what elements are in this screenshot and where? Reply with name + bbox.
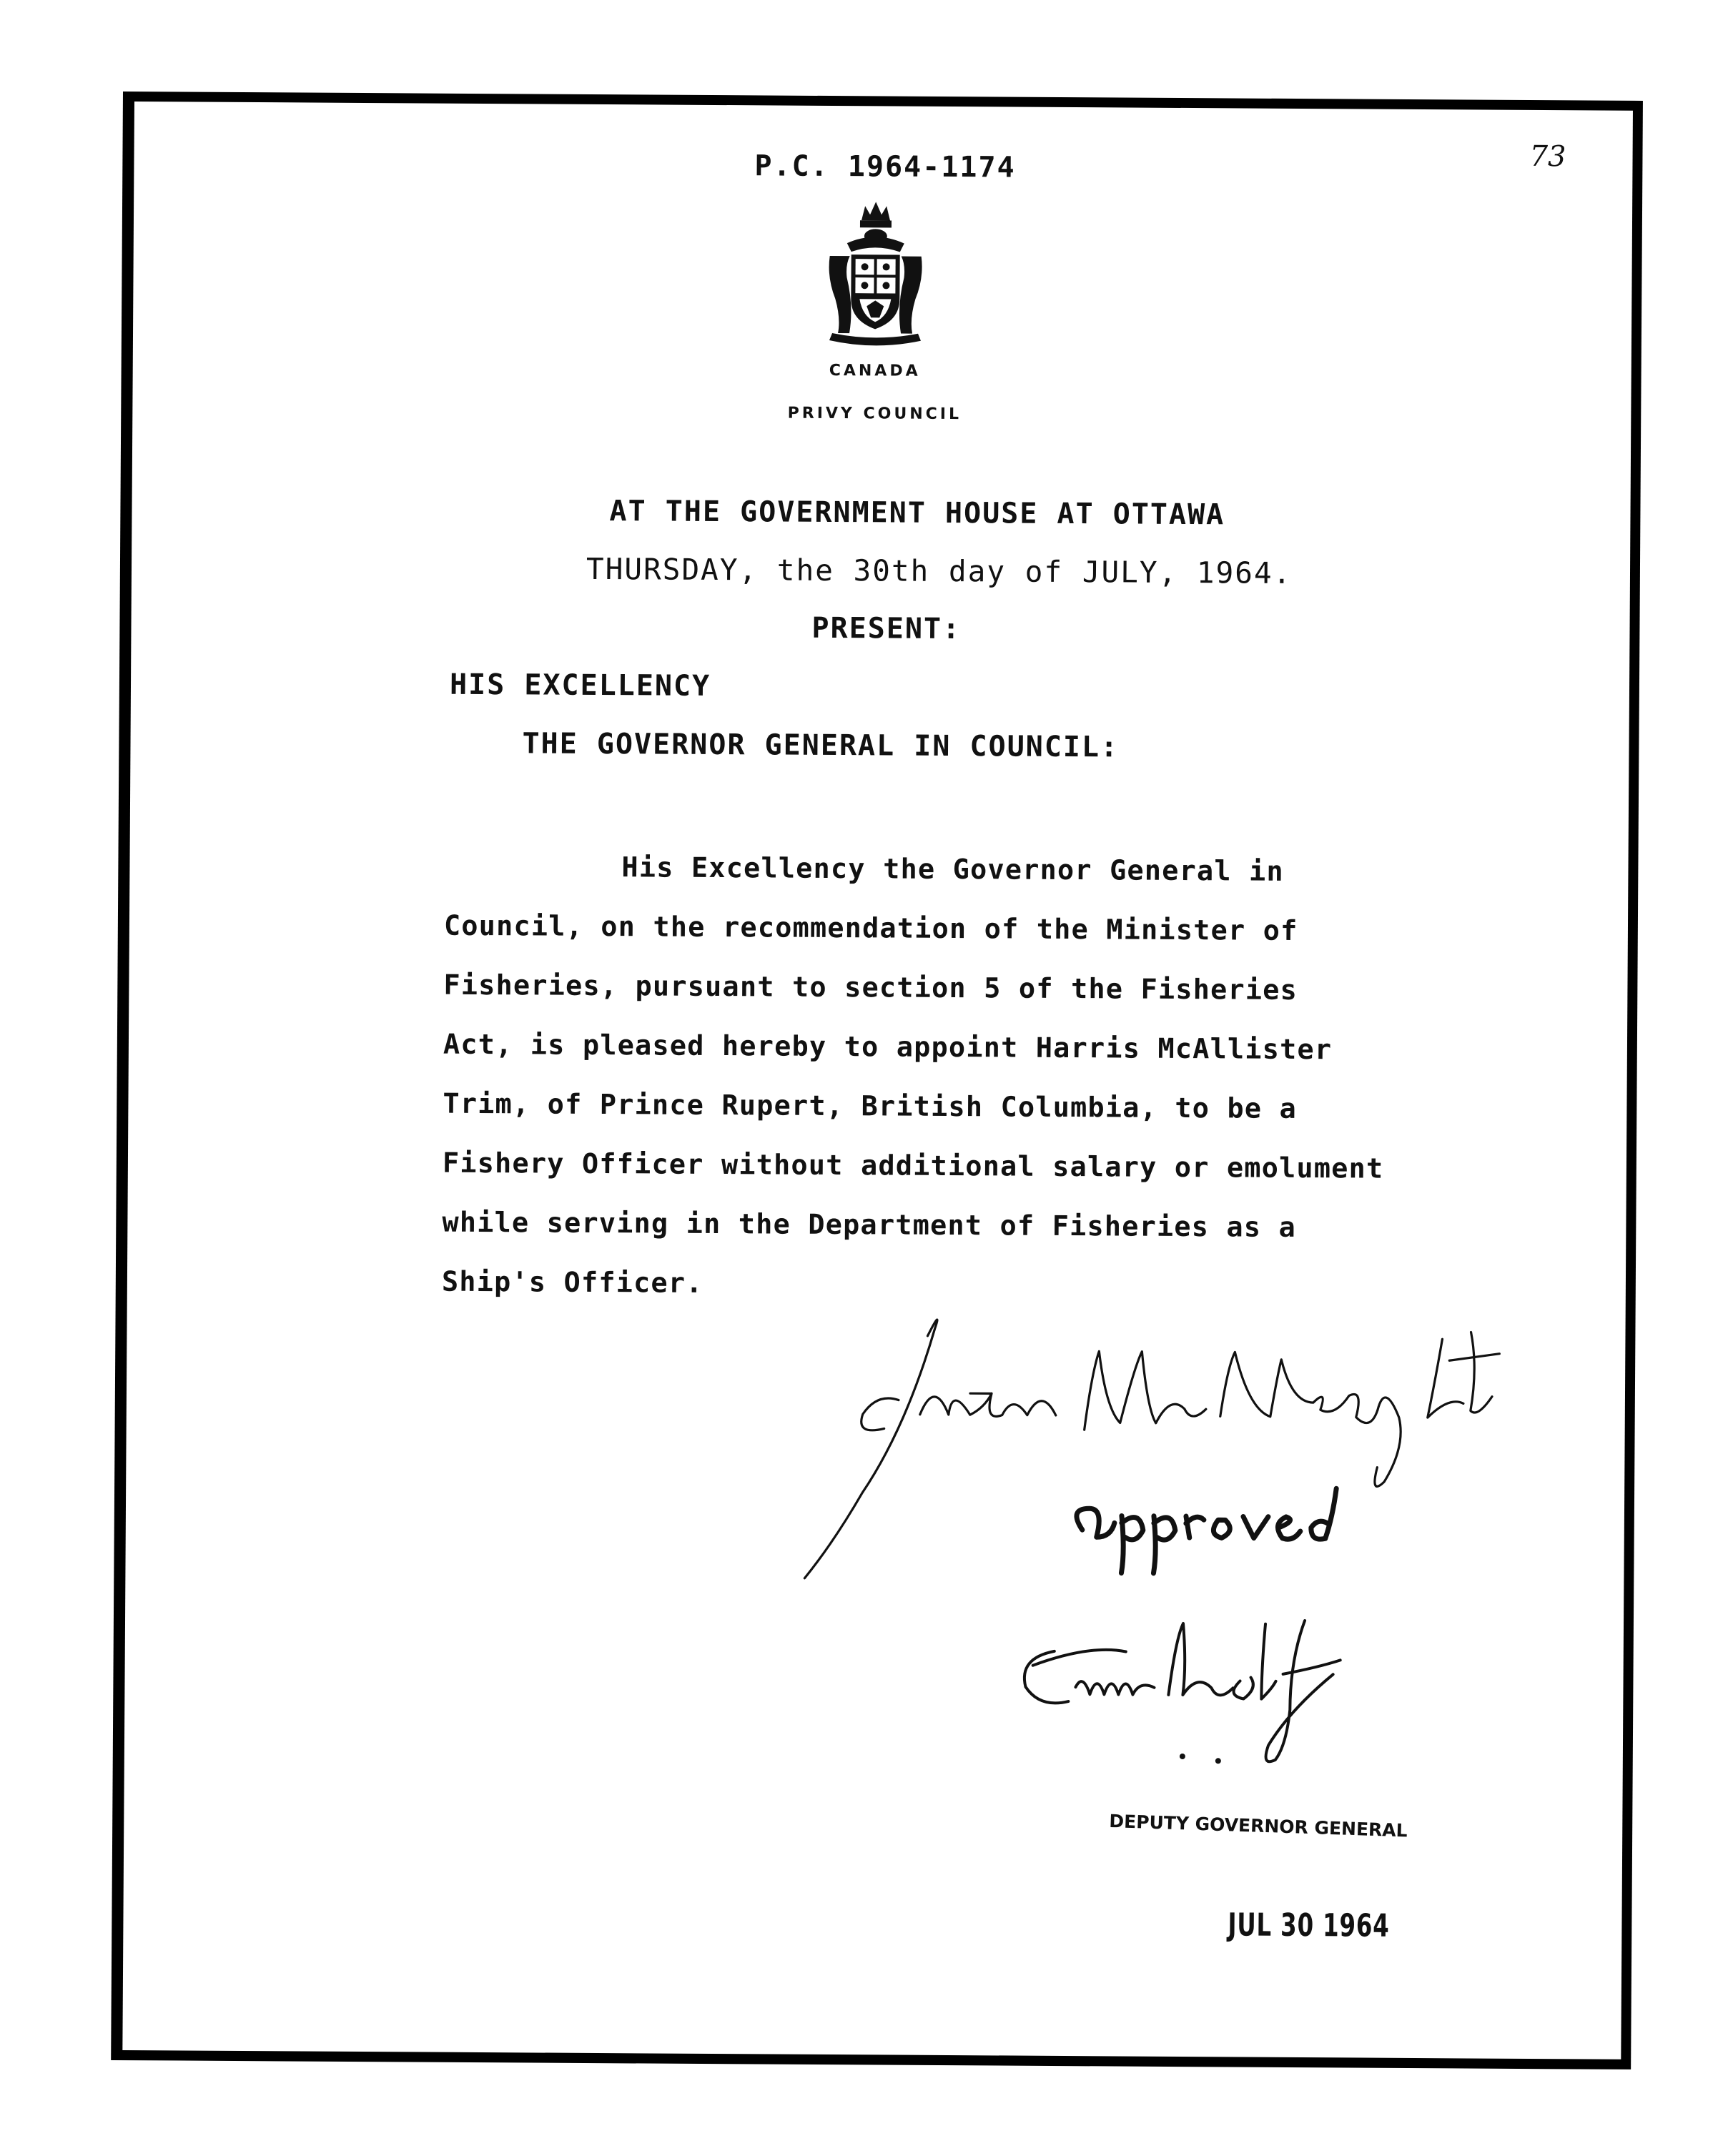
date-line: THURSDAY, the 30th day of JULY, 1964. — [586, 551, 1293, 590]
approved-text: Approved — [1054, 1479, 1058, 1480]
approval-date-stamp: JUL 30 1964 — [1228, 1907, 1390, 1944]
page-number: 73 — [1529, 139, 1566, 174]
location-line: AT THE GOVERNMENT HOUSE AT OTTAWA — [609, 495, 1225, 532]
body-line: Fisheries, pursuant to section 5 of the Fisheries — [443, 969, 1298, 1007]
body-line: Trim, of Prince Rupert, British Columbia, to be a — [443, 1087, 1298, 1125]
body-line: Ship's Officer. — [441, 1265, 703, 1300]
deputy-signature — [1004, 1608, 1405, 1774]
deputy-title: DEPUTY GOVERNOR GENERAL — [1108, 1810, 1408, 1841]
document-page — [122, 102, 1633, 2059]
body-line: His Excellency the Governor General in — [621, 851, 1284, 888]
order-number: P.C. 1964-1174 — [754, 149, 1016, 184]
addressee-line-1: HIS EXCELLENCY — [449, 668, 711, 703]
office-label: PRIVY COUNCIL — [787, 404, 962, 424]
order-body — [442, 837, 1560, 1319]
addressee-line-2: THE GOVERNOR GENERAL IN COUNCIL: — [522, 727, 1120, 764]
present-label: PRESENT: — [811, 611, 962, 646]
coat-of-arms-icon — [825, 199, 926, 350]
body-line: Council, on the recommendation of the Minister of — [443, 909, 1298, 947]
body-line: while serving in the Department of Fisheries as a — [442, 1206, 1297, 1244]
approved-handwriting — [1053, 1480, 1361, 1582]
body-line: Act, is pleased hereby to appoint Harris McAllister — [443, 1028, 1333, 1067]
body-line: Fishery Officer without additional salary or emolument — [442, 1147, 1384, 1185]
country-label: CANADA — [829, 361, 921, 380]
